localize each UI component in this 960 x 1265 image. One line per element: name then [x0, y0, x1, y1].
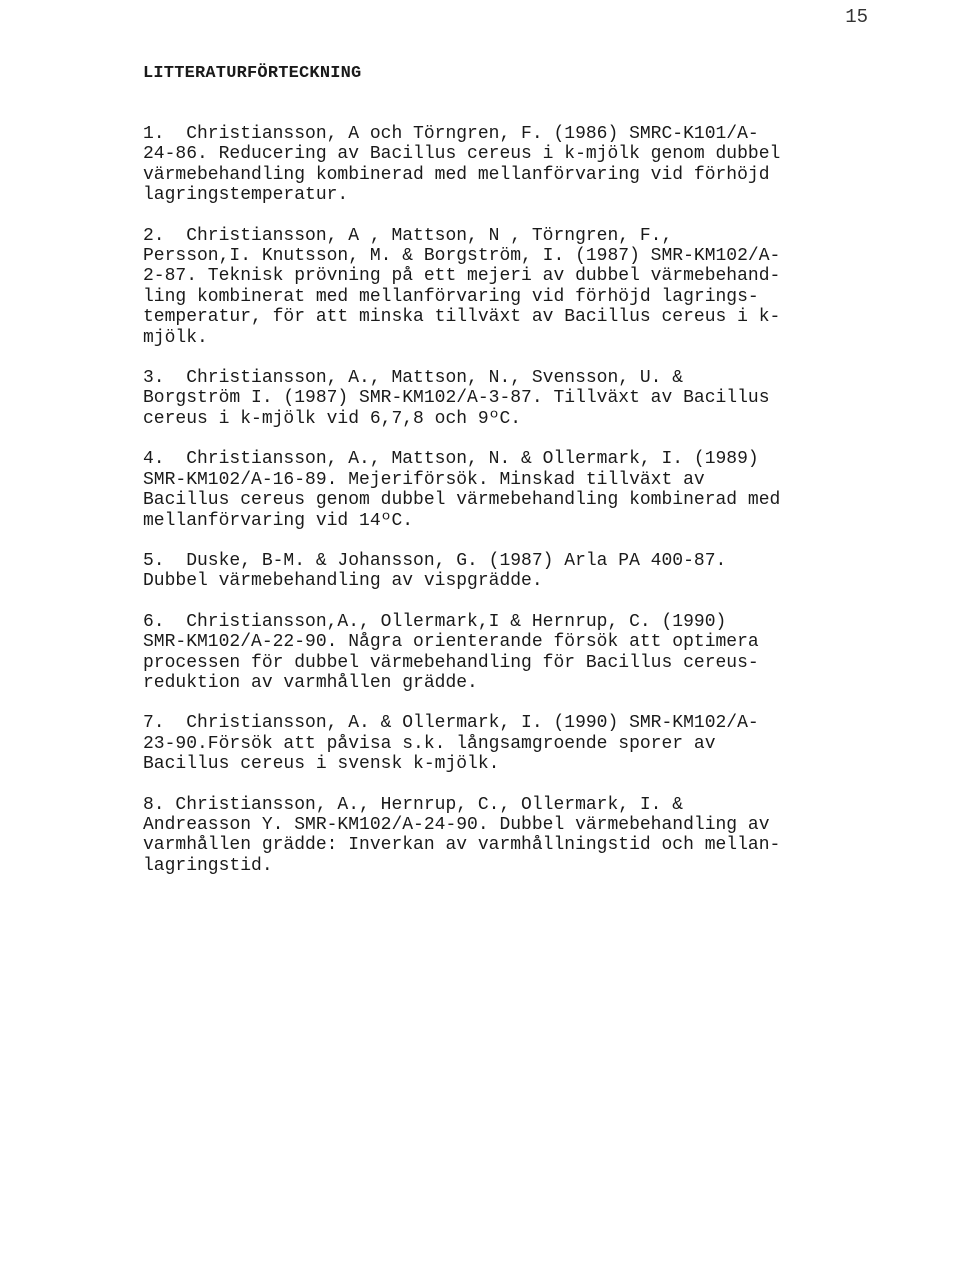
reference-line: lagringstid.	[143, 855, 273, 876]
reference-line: Bacillus cereus genom dubbel värmebehandling kombinerad med	[143, 490, 781, 511]
reference-item-5	[143, 551, 883, 592]
page-title: LITTERATURFÖRTECKNING	[143, 64, 362, 83]
reference-line: 24-86. Reducering av Bacillus cereus i k-mjölk genom dubbel	[143, 144, 781, 165]
reference-line: ling kombinerat med mellanförvaring vid förhöjd lagrings-	[143, 286, 759, 307]
reference-line: värmebehandling kombinerad med mellanförvaring vid förhöjd	[143, 164, 770, 185]
reference-line: 23-90.Försök att påvisa s.k. långsamgroende sporer av	[143, 733, 716, 754]
reference-item-4	[143, 449, 883, 531]
page-number: 15	[845, 6, 868, 28]
reference-line: 4. Christiansson, A., Mattson, N. & Ollermark, I. (1989)	[143, 449, 759, 470]
reference-item-3	[143, 368, 883, 429]
reference-line: 8. Christiansson, A., Hernrup, C., Ollermark, I. &	[143, 794, 684, 815]
reference-line: 6. Christiansson,A., Ollermark,I & Hernrup, C. (1990)	[143, 611, 727, 632]
reference-line: SMR-KM102/A-22-90. Några orienterande försök att optimera	[143, 632, 759, 653]
reference-line: temperatur, för att minska tillväxt av Bacillus cereus i k-	[143, 307, 781, 328]
reference-line: 2-87. Teknisk prövning på ett mejeri av dubbel värmebehand-	[143, 266, 781, 287]
reference-line: 1. Christiansson, A och Törngren, F. (1986) SMRC-K101/A-	[143, 124, 759, 144]
reference-line: 2. Christiansson, A , Mattson, N , Törngren, F.,	[143, 225, 673, 246]
reference-line: Persson,I. Knutsson, M. & Borgström, I. (1987) SMR-KM102/A-	[143, 246, 781, 267]
reference-list	[143, 124, 883, 896]
reference-item-6	[143, 612, 883, 694]
reference-line: mellanförvaring vid 14ºC.	[143, 510, 414, 531]
reference-item-8	[143, 795, 883, 877]
reference-item-7	[143, 713, 883, 774]
reference-line: 7. Christiansson, A. & Ollermark, I. (1990) SMR-KM102/A-	[143, 713, 759, 734]
reference-line: Bacillus cereus i svensk k-mjölk.	[143, 754, 500, 775]
reference-line: reduktion av varmhållen grädde.	[143, 672, 478, 693]
reference-item-1	[143, 124, 883, 206]
reference-line: 3. Christiansson, A., Mattson, N., Svensson, U. &	[143, 368, 684, 389]
reference-line: varmhållen grädde: Inverkan av varmhållningstid och mellan-	[143, 835, 781, 856]
reference-line: mjölk.	[143, 327, 208, 348]
reference-line: SMR-KM102/A-16-89. Mejeriförsök. Minskad tillväxt av	[143, 469, 705, 490]
reference-line: processen för dubbel värmebehandling för Bacillus cereus-	[143, 652, 759, 673]
reference-line: Borgström I. (1987) SMR-KM102/A-3-87. Tillväxt av Bacillus	[143, 388, 770, 409]
reference-line: 5. Duske, B-M. & Johansson, G. (1987) Arla PA 400-87.	[143, 550, 727, 571]
reference-line: lagringstemperatur.	[143, 185, 349, 206]
reference-line: Dubbel värmebehandling av vispgrädde.	[143, 571, 543, 592]
reference-item-2	[143, 226, 883, 348]
reference-line: Andreasson Y. SMR-KM102/A-24-90. Dubbel värmebehandling av	[143, 814, 770, 835]
reference-line: cereus i k-mjölk vid 6,7,8 och 9ºC.	[143, 408, 522, 429]
